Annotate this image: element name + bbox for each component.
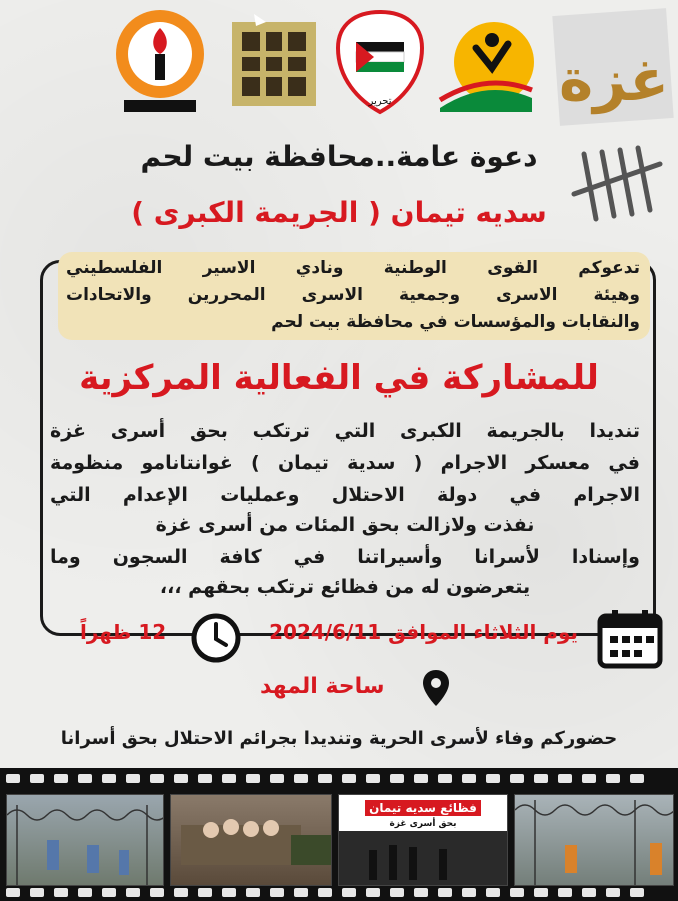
film-holes-bottom bbox=[0, 888, 678, 900]
invite-line-1: تدعوكم القوى الوطنية ونادي الاسير الفلسطيني bbox=[66, 258, 640, 278]
body-line-6: يتعرضون له من فظائع ترتكب بحقهم ،،، bbox=[159, 576, 531, 598]
main-heading: للمشاركة في الفعالية المركزية bbox=[79, 358, 599, 398]
invite-line-2: وهيئة الاسرى وجمعية الاسرى المحررين والاتحادات bbox=[66, 285, 640, 305]
film-frame-2 bbox=[170, 794, 332, 886]
page-subtitle: سديه تيمان ( الجريمة الكبرى ) bbox=[131, 196, 547, 229]
prisoners-club-logo bbox=[226, 8, 322, 116]
logos-row bbox=[110, 8, 530, 120]
freed-prisoners-association-logo bbox=[110, 8, 210, 116]
film-frame-4 bbox=[514, 794, 674, 886]
film-frame-poster bbox=[338, 794, 508, 886]
plo-bottom-text: تحرير bbox=[368, 96, 392, 107]
body-line-4: نفذت ولازالت بحق المئات من أسرى غزة bbox=[155, 514, 535, 536]
event-place: ساحة المهد bbox=[260, 674, 385, 699]
body-line-5: وإسنادا لأسرانا وأسيراتنا في كافة السجون وما bbox=[50, 546, 640, 568]
invite-line-3: والنقابات والمؤسسات في محافظة بيت لحم bbox=[271, 312, 640, 332]
location-pin-icon bbox=[420, 668, 452, 708]
event-row bbox=[0, 608, 678, 668]
body-line-3: الاجرام في دولة الاحتلال وعمليات الإعدام التي bbox=[50, 484, 640, 506]
film-frame-1 bbox=[6, 794, 164, 886]
filmstrip bbox=[0, 768, 678, 901]
film-holes-top bbox=[0, 774, 678, 786]
event-date: يوم الثلاثاء الموافق 2024/6/11 bbox=[269, 620, 578, 644]
body-line-2: في معسكر الاجرام ( سدية تيمان ) غوانتانامو منظومة bbox=[50, 452, 640, 474]
event-time: 12 ظهراً bbox=[80, 620, 167, 644]
plo-logo bbox=[334, 8, 426, 116]
poster-subtitle: بحق أسرى غزة bbox=[389, 819, 457, 829]
prisoners-commission-logo bbox=[436, 8, 536, 116]
calendar-icon bbox=[594, 608, 666, 670]
invite-box bbox=[58, 252, 650, 340]
body-line-1: تنديدا بالجريمة الكبرى التي ترتكب بحق أسرى غزة bbox=[50, 420, 640, 442]
clock-icon bbox=[190, 612, 242, 664]
closing-line: حضوركم وفاء لأسرى الحرية وتنديدا بجرائم الاحتلال بحق أسرانا bbox=[60, 728, 618, 749]
page-title: دعوة عامة..محافظة بيت لحم bbox=[140, 140, 538, 173]
poster-title: فظائع سديه تيمان bbox=[339, 801, 507, 815]
gaza-badge-text: غزة bbox=[559, 46, 669, 114]
